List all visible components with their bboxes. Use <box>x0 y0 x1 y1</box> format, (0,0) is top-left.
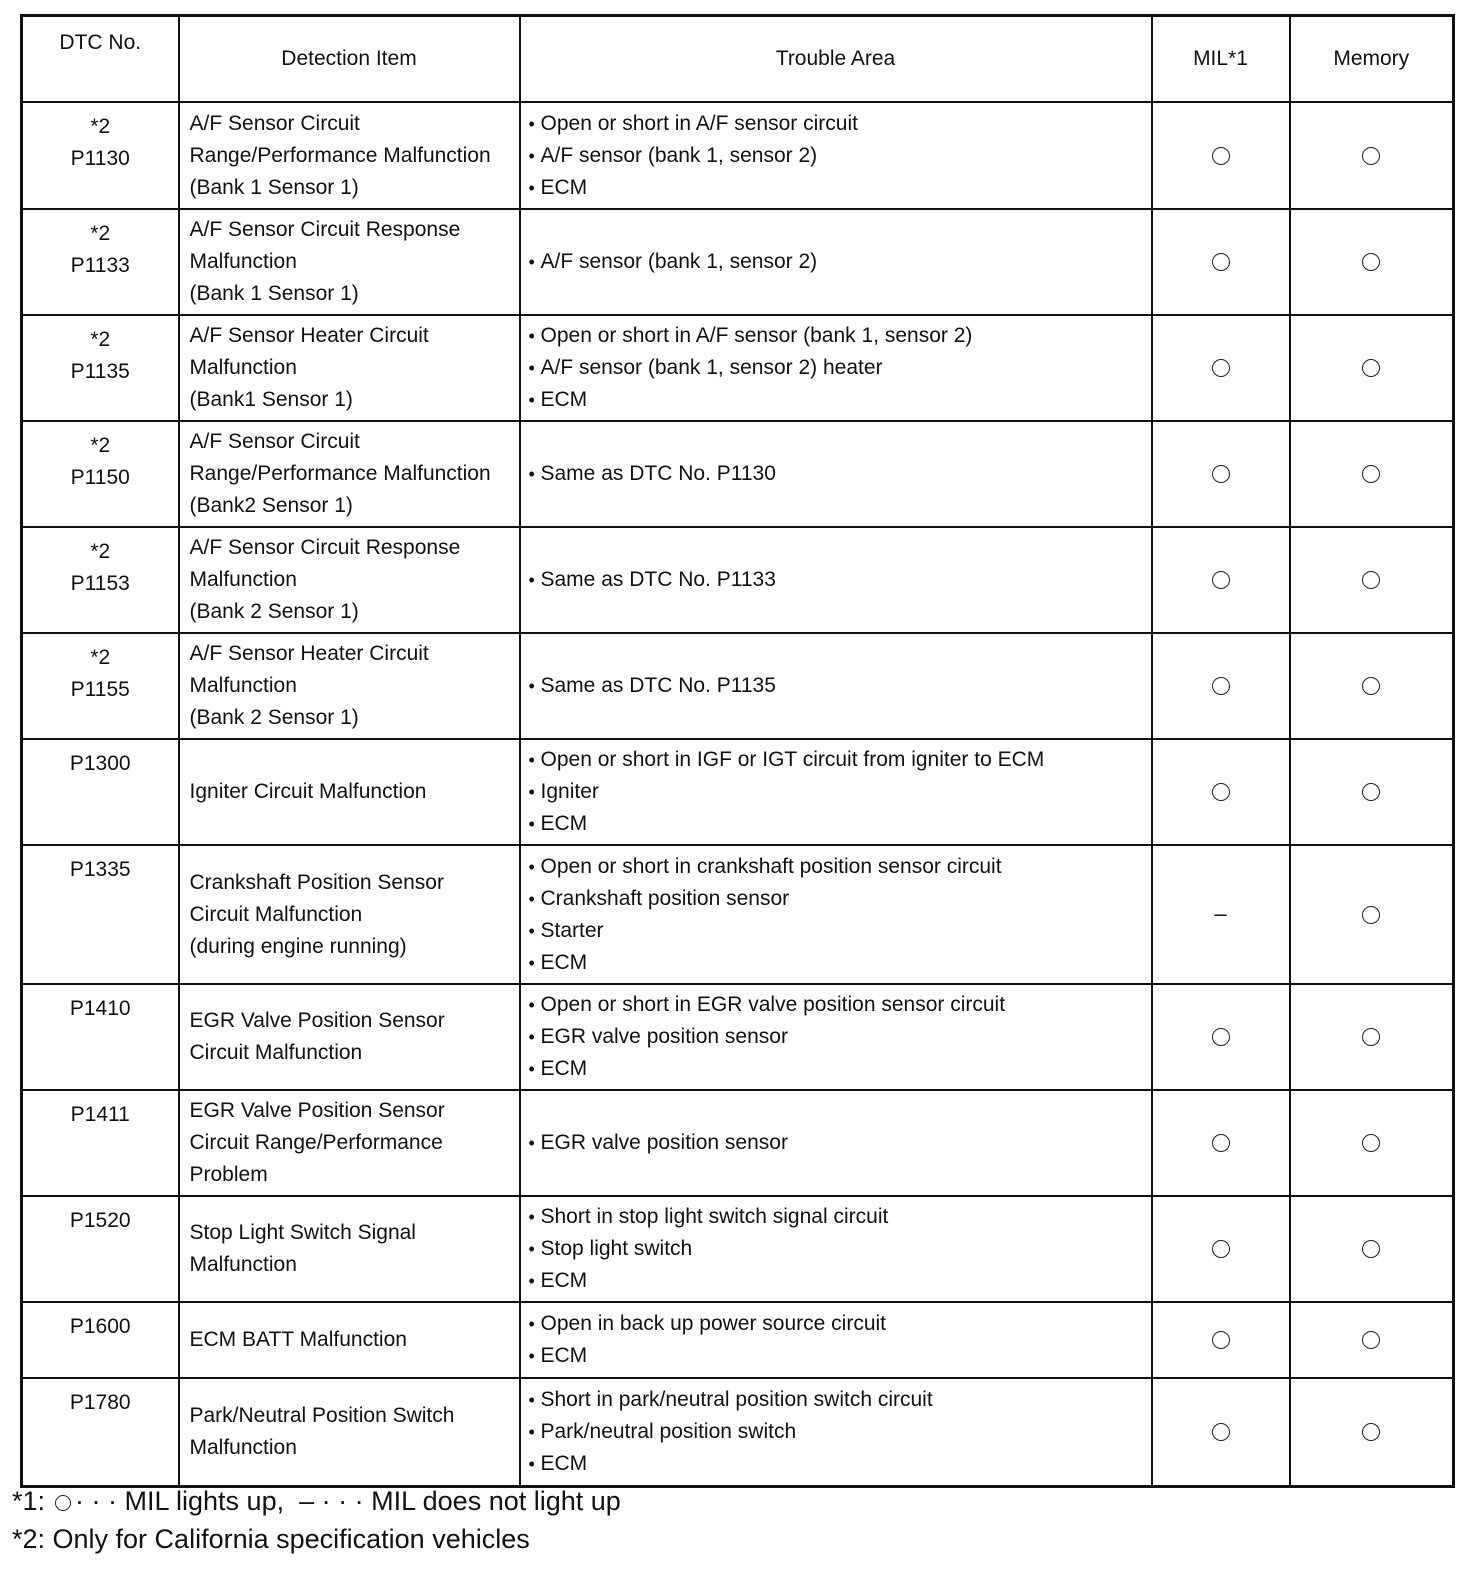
list-item <box>529 1021 1151 1053</box>
cell-detection-item <box>179 845 520 984</box>
bullet-icon: • <box>528 676 535 696</box>
bullet-icon: • <box>528 1271 535 1291</box>
detection-item-line: Malfunction <box>189 1435 297 1459</box>
footnote-1-circle-text: · · · MIL lights up, <box>75 1486 285 1516</box>
trouble-area-text: Open or short in A/F sensor circuit <box>540 111 858 135</box>
list-item <box>529 1340 1151 1372</box>
cell-dtc-no <box>22 315 179 421</box>
list-item <box>529 352 1151 384</box>
table-row <box>22 527 1454 633</box>
table-row <box>22 315 1454 421</box>
trouble-area-list <box>529 564 1151 596</box>
footnote-1-dash: – <box>299 1486 315 1516</box>
cell-mil <box>1152 209 1290 315</box>
cell-mil <box>1152 984 1290 1090</box>
cell-dtc-no <box>22 1196 179 1302</box>
footnote-1-label: *1: <box>12 1486 46 1516</box>
trouble-area-list <box>529 1201 1151 1297</box>
dtc-code: P1130 <box>70 147 130 170</box>
trouble-area-list <box>529 851 1151 979</box>
bullet-icon: • <box>528 782 535 802</box>
trouble-area-text: Open or short in crankshaft position sensor circuit <box>540 854 1002 878</box>
table-row <box>22 633 1454 739</box>
cell-dtc-no <box>22 102 179 209</box>
cell-detection-item <box>179 209 520 315</box>
footnotes <box>12 1482 621 1558</box>
cell-detection-item <box>179 739 520 845</box>
detection-item-line: (Bank2 Sensor 1) <box>189 494 353 517</box>
cell-detection-item <box>179 102 520 209</box>
bullet-icon: • <box>528 856 535 877</box>
bullet-icon: • <box>528 1314 535 1334</box>
trouble-area-list <box>529 1127 1151 1159</box>
list-item <box>529 1308 1151 1340</box>
table-row <box>22 984 1454 1090</box>
trouble-area-text: Stop light switch <box>540 1237 693 1260</box>
dtc-code: P1410 <box>69 997 131 1020</box>
circle-icon <box>1212 147 1230 165</box>
trouble-area-text: A/F sensor (bank 1, sensor 2) <box>540 250 818 273</box>
dtc-note: *2 <box>90 434 111 457</box>
trouble-area-list <box>529 744 1151 840</box>
cell-memory <box>1290 1302 1454 1378</box>
detection-item-line: EGR Valve Position Sensor <box>189 1009 445 1032</box>
trouble-area-text: Igniter <box>540 780 599 803</box>
bullet-icon: • <box>528 814 535 834</box>
detection-item-line: Circuit Malfunction <box>189 1041 363 1064</box>
trouble-area-text: ECM <box>540 175 588 199</box>
trouble-area-text: A/F sensor (bank 1, sensor 2) <box>540 143 818 167</box>
detection-item-line: Crankshaft Position Sensor <box>189 870 444 894</box>
detection-item-line: A/F Sensor Heater Circuit <box>189 642 429 665</box>
cell-dtc-no <box>22 527 179 633</box>
detection-item-line: Park/Neutral Position Switch <box>189 1403 455 1427</box>
trouble-area-text: EGR valve position sensor <box>540 1025 788 1048</box>
detection-item-line: Malfunction <box>189 674 297 697</box>
cell-mil <box>1152 102 1290 209</box>
list-item <box>529 108 1151 140</box>
trouble-area-list <box>529 670 1151 702</box>
bullet-icon: • <box>528 888 535 909</box>
cell-dtc-no <box>22 739 179 845</box>
list-item <box>529 851 1151 883</box>
cell-mil <box>1152 633 1290 739</box>
circle-icon <box>1212 571 1230 589</box>
bullet-icon: • <box>528 1133 535 1153</box>
trouble-area-list <box>529 989 1151 1085</box>
detection-item-line: A/F Sensor Circuit <box>189 111 360 135</box>
circle-icon <box>1212 1240 1230 1258</box>
circle-icon <box>1362 677 1380 695</box>
bullet-icon: • <box>528 995 535 1015</box>
circle-icon <box>1362 1331 1380 1349</box>
circle-icon <box>1212 465 1230 483</box>
bullet-icon: • <box>528 145 535 166</box>
trouble-area-text: Open or short in A/F sensor (bank 1, sensor 2) <box>540 324 973 347</box>
table-row <box>22 1090 1454 1196</box>
trouble-area-text: ECM <box>540 388 588 411</box>
cell-memory <box>1290 315 1454 421</box>
cell-detection-item <box>179 1378 520 1486</box>
list-item <box>529 246 1151 278</box>
cell-detection-item <box>179 421 520 527</box>
cell-dtc-no <box>22 845 179 984</box>
bullet-icon: • <box>528 570 535 590</box>
circle-icon <box>55 1495 71 1511</box>
cell-memory <box>1290 845 1454 984</box>
trouble-area-text: Crankshaft position sensor <box>540 886 790 910</box>
detection-item-line: Igniter Circuit Malfunction <box>189 780 427 803</box>
cell-memory <box>1290 739 1454 845</box>
trouble-area-list <box>529 1308 1151 1372</box>
circle-icon <box>1362 147 1380 165</box>
trouble-area-text: A/F sensor (bank 1, sensor 2) heater <box>540 356 883 379</box>
detection-item-line: (Bank 1 Sensor 1) <box>189 282 359 305</box>
dtc-table <box>20 14 1455 1488</box>
trouble-area-text: EGR valve position sensor <box>540 1131 788 1154</box>
cell-mil <box>1152 845 1290 984</box>
dash-icon: – <box>1214 901 1227 926</box>
circle-icon <box>1212 359 1230 377</box>
circle-icon <box>1212 1134 1230 1152</box>
cell-detection-item <box>179 315 520 421</box>
bullet-icon: • <box>528 1389 535 1410</box>
list-item <box>529 1448 1151 1480</box>
circle-icon <box>1362 1423 1380 1441</box>
list-item <box>529 1127 1151 1159</box>
table-header-row <box>22 16 1454 103</box>
cell-memory <box>1290 984 1454 1090</box>
cell-detection-item <box>179 1196 520 1302</box>
cell-detection-item <box>179 527 520 633</box>
cell-mil <box>1152 1196 1290 1302</box>
cell-trouble-area <box>520 633 1152 739</box>
detection-item-line: EGR Valve Position Sensor <box>189 1099 445 1122</box>
bullet-icon: • <box>528 390 535 410</box>
list-item <box>529 1201 1151 1233</box>
list-item <box>529 989 1151 1021</box>
list-item <box>529 915 1151 947</box>
trouble-area-text: Open in back up power source circuit <box>540 1312 887 1335</box>
trouble-area-text: ECM <box>540 812 588 835</box>
list-item <box>529 1265 1151 1297</box>
cell-trouble-area <box>520 527 1152 633</box>
list-item <box>529 320 1151 352</box>
footnote-1-dash-text: · · · MIL does not light up <box>321 1486 621 1516</box>
detection-item-line: (during engine running) <box>189 934 407 958</box>
cell-detection-item <box>179 984 520 1090</box>
detection-item-line: Malfunction <box>189 568 297 591</box>
detection-item-line: Malfunction <box>189 250 297 273</box>
circle-icon <box>1212 1331 1230 1349</box>
circle-icon <box>1362 1134 1380 1152</box>
circle-icon <box>1212 253 1230 271</box>
trouble-area-text: Short in park/neutral position switch circuit <box>540 1387 933 1411</box>
list-item <box>529 744 1151 776</box>
table-row <box>22 1196 1454 1302</box>
table-body <box>22 102 1454 1486</box>
trouble-area-text: Same as DTC No. P1130 <box>540 462 776 485</box>
trouble-area-text: Open or short in IGF or IGT circuit from igniter to ECM <box>540 748 1045 771</box>
cell-dtc-no <box>22 209 179 315</box>
circle-icon <box>1362 783 1380 801</box>
circle-icon <box>1212 677 1230 695</box>
table-row <box>22 739 1454 845</box>
table-row <box>22 845 1454 984</box>
cell-mil <box>1152 1302 1290 1378</box>
dtc-code: P1600 <box>69 1315 131 1338</box>
cell-trouble-area <box>520 1302 1152 1378</box>
header-detection-item: Detection Item <box>179 16 520 103</box>
detection-item-line: Range/Performance Malfunction <box>189 143 491 167</box>
list-item <box>529 1233 1151 1265</box>
cell-mil <box>1152 421 1290 527</box>
cell-mil <box>1152 315 1290 421</box>
trouble-area-text: ECM <box>540 1057 588 1080</box>
trouble-area-text: Park/neutral position switch <box>540 1419 797 1443</box>
list-item <box>529 808 1151 840</box>
trouble-area-text: Open or short in EGR valve position sensor circuit <box>540 993 1006 1016</box>
table-row <box>22 1302 1454 1378</box>
detection-item-line: (Bank 2 Sensor 1) <box>189 600 359 623</box>
list-item <box>529 947 1151 979</box>
trouble-area-list <box>529 1384 1151 1480</box>
list-item <box>529 140 1151 172</box>
table-row <box>22 102 1454 209</box>
dtc-code: P1133 <box>70 254 130 277</box>
header-mil: MIL*1 <box>1152 16 1290 103</box>
circle-icon <box>1212 783 1230 801</box>
list-item <box>529 1384 1151 1416</box>
bullet-icon: • <box>528 920 535 941</box>
cell-dtc-no <box>22 1378 179 1486</box>
bullet-icon: • <box>528 113 535 134</box>
dtc-code: P1411 <box>70 1103 130 1126</box>
circle-icon <box>1362 359 1380 377</box>
dtc-code: P1300 <box>69 752 131 775</box>
trouble-area-text: Same as DTC No. P1135 <box>540 674 776 697</box>
bullet-icon: • <box>528 177 535 198</box>
detection-item-line: A/F Sensor Heater Circuit <box>189 324 429 347</box>
list-item <box>529 172 1151 204</box>
trouble-area-text: Starter <box>540 918 604 942</box>
cell-dtc-no <box>22 984 179 1090</box>
detection-item-line: A/F Sensor Circuit Response <box>189 218 461 241</box>
circle-icon <box>1362 465 1380 483</box>
cell-dtc-no <box>22 1302 179 1378</box>
trouble-area-text: ECM <box>540 1269 588 1292</box>
bullet-icon: • <box>528 1453 535 1474</box>
trouble-area-text: ECM <box>540 1451 588 1475</box>
bullet-icon: • <box>528 952 535 973</box>
trouble-area-text: ECM <box>540 1344 588 1367</box>
dtc-code: P1780 <box>69 1391 131 1414</box>
cell-trouble-area <box>520 102 1152 209</box>
cell-trouble-area <box>520 845 1152 984</box>
dtc-code: P1135 <box>70 360 130 383</box>
list-item <box>529 1053 1151 1085</box>
cell-memory <box>1290 1378 1454 1486</box>
trouble-area-list <box>529 246 1151 278</box>
cell-memory <box>1290 633 1454 739</box>
bullet-icon: • <box>528 750 535 770</box>
bullet-icon: • <box>528 358 535 378</box>
list-item <box>529 564 1151 596</box>
table-row <box>22 1378 1454 1486</box>
cell-memory <box>1290 1196 1454 1302</box>
dtc-note: *2 <box>90 328 111 351</box>
circle-icon <box>1212 1028 1230 1046</box>
cell-memory <box>1290 421 1454 527</box>
bullet-icon: • <box>528 1421 535 1442</box>
detection-item-line: (Bank 1 Sensor 1) <box>189 175 359 199</box>
list-item <box>529 1416 1151 1448</box>
cell-dtc-no <box>22 1090 179 1196</box>
cell-memory <box>1290 209 1454 315</box>
circle-icon <box>1362 253 1380 271</box>
circle-icon <box>1362 571 1380 589</box>
circle-icon <box>1212 1423 1230 1441</box>
cell-mil <box>1152 1378 1290 1486</box>
dtc-note: *2 <box>90 115 111 138</box>
detection-item-line: Range/Performance Malfunction <box>189 462 491 485</box>
dtc-note: *2 <box>90 646 111 669</box>
table-row <box>22 209 1454 315</box>
dtc-code: P1155 <box>70 678 130 701</box>
cell-mil <box>1152 1090 1290 1196</box>
detection-item-line: ECM BATT Malfunction <box>189 1328 407 1351</box>
header-memory: Memory <box>1290 16 1454 103</box>
cell-trouble-area <box>520 1196 1152 1302</box>
cell-trouble-area <box>520 739 1152 845</box>
cell-detection-item <box>179 633 520 739</box>
cell-trouble-area <box>520 1378 1152 1486</box>
detection-item-line: (Bank 2 Sensor 1) <box>189 706 359 729</box>
trouble-area-list <box>529 108 1151 204</box>
cell-memory <box>1290 1090 1454 1196</box>
dtc-code: P1335 <box>69 858 131 881</box>
dtc-code: P1153 <box>70 572 130 595</box>
circle-icon <box>1362 906 1380 924</box>
trouble-area-text: Short in stop light switch signal circuit <box>540 1205 889 1228</box>
cell-mil <box>1152 527 1290 633</box>
header-dtc-no: DTC No. <box>22 16 179 103</box>
cell-memory <box>1290 527 1454 633</box>
trouble-area-text: Same as DTC No. P1133 <box>540 568 776 591</box>
detection-item-line: (Bank1 Sensor 1) <box>189 388 353 411</box>
list-item <box>529 384 1151 416</box>
cell-trouble-area <box>520 421 1152 527</box>
dtc-note: *2 <box>90 540 111 563</box>
cell-dtc-no <box>22 633 179 739</box>
header-trouble-area: Trouble Area <box>520 16 1152 103</box>
circle-icon <box>1362 1028 1380 1046</box>
dtc-note: *2 <box>90 222 111 245</box>
trouble-area-list <box>529 320 1151 416</box>
detection-item-line: Problem <box>189 1163 268 1186</box>
list-item <box>529 883 1151 915</box>
detection-item-line: Malfunction <box>189 1253 297 1276</box>
detection-item-line: Malfunction <box>189 356 297 379</box>
detection-item-line: A/F Sensor Circuit <box>189 430 360 453</box>
bullet-icon: • <box>528 464 535 484</box>
cell-trouble-area <box>520 209 1152 315</box>
bullet-icon: • <box>528 1239 535 1259</box>
dtc-code: P1520 <box>69 1209 131 1232</box>
list-item <box>529 670 1151 702</box>
list-item <box>529 776 1151 808</box>
bullet-icon: • <box>528 252 535 272</box>
bullet-icon: • <box>528 1027 535 1047</box>
detection-item-line: Circuit Malfunction <box>189 902 363 926</box>
bullet-icon: • <box>528 1207 535 1227</box>
cell-trouble-area <box>520 1090 1152 1196</box>
cell-detection-item <box>179 1090 520 1196</box>
cell-dtc-no <box>22 421 179 527</box>
table-row <box>22 421 1454 527</box>
trouble-area-list <box>529 458 1151 490</box>
detection-item-line: A/F Sensor Circuit Response <box>189 536 461 559</box>
cell-detection-item <box>179 1302 520 1378</box>
dtc-code: P1150 <box>70 466 130 489</box>
bullet-icon: • <box>528 1059 535 1079</box>
footnote-1 <box>12 1482 621 1520</box>
cell-trouble-area <box>520 315 1152 421</box>
cell-trouble-area <box>520 984 1152 1090</box>
cell-memory <box>1290 102 1454 209</box>
footnote-2: *2: Only for California specification vehicles <box>12 1524 530 1554</box>
bullet-icon: • <box>528 1346 535 1366</box>
trouble-area-text: ECM <box>540 950 588 974</box>
list-item <box>529 458 1151 490</box>
circle-icon <box>1362 1240 1380 1258</box>
detection-item-line: Circuit Range/Performance <box>189 1131 443 1154</box>
bullet-icon: • <box>528 326 535 346</box>
detection-item-line: Stop Light Switch Signal <box>189 1221 416 1244</box>
cell-mil <box>1152 739 1290 845</box>
